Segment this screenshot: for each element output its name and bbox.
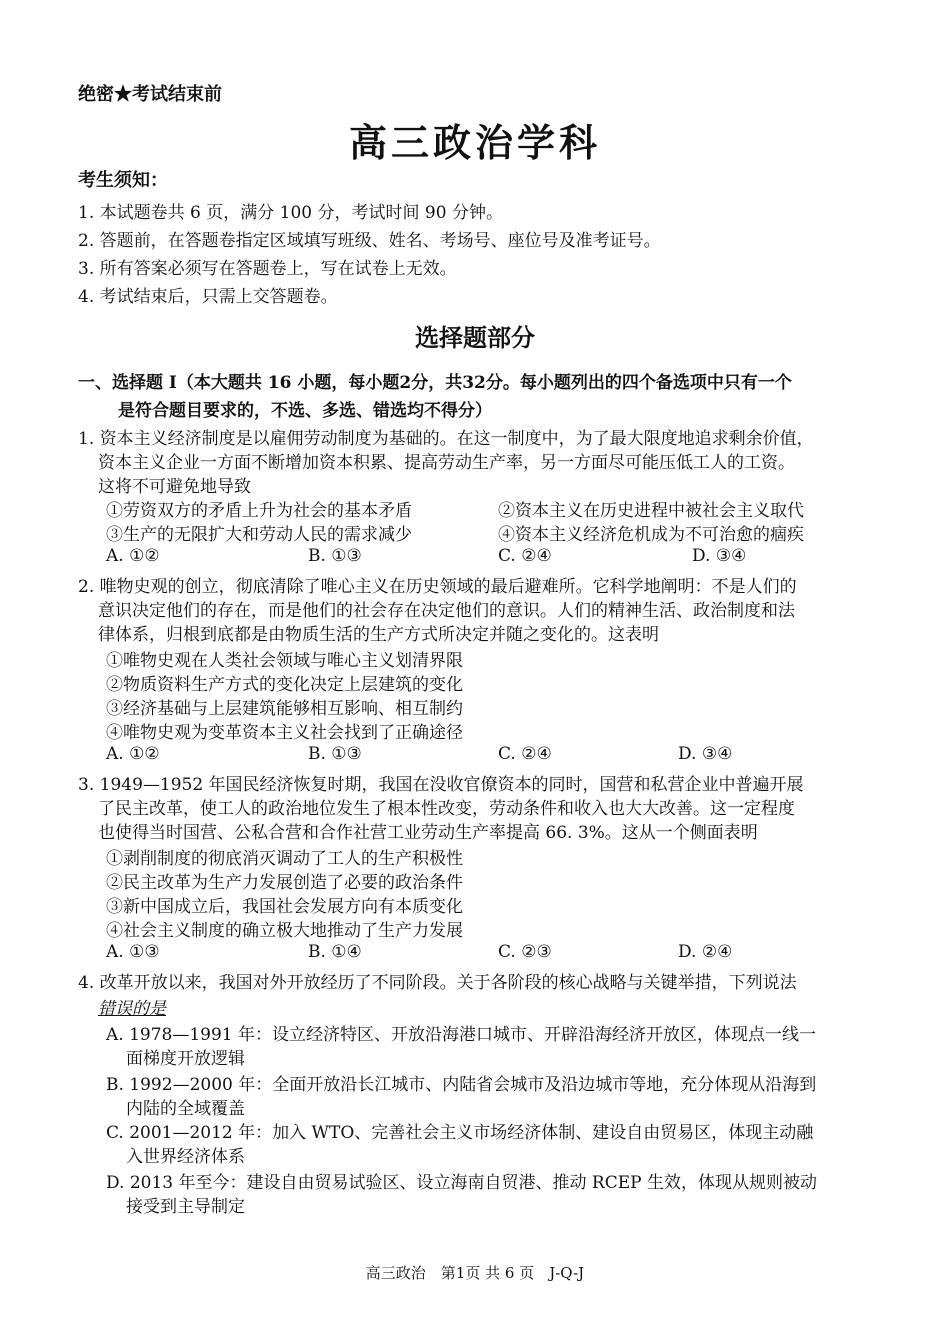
q1-choice-d[interactable]: D. ③④	[692, 546, 747, 566]
notice-item: 2. 答题前，在答题卷指定区域填写班级、姓名、考场号、座位号及准考证号。	[78, 231, 661, 251]
q3-statement: ②民主改革为生产力发展创造了必要的政治条件	[106, 873, 463, 893]
part-heading-cont: 是符合题目要求的，不选、多选、错选均不得分）	[118, 401, 492, 421]
q1-choice-a[interactable]: A. ①②	[106, 546, 160, 566]
q3-statement: ③新中国成立后，我国社会发展方向有本质变化	[106, 897, 463, 917]
notice-item: 4. 考试结束后，只需上交答题卷。	[78, 287, 338, 307]
page-title: 高三政治学科	[348, 120, 601, 165]
question-4-emphasis: 错误的是	[98, 999, 166, 1019]
confidential-label: 绝密★考试结束前	[78, 84, 222, 105]
q1-choice-c[interactable]: C. ②④	[498, 546, 552, 566]
q2-statement: ③经济基础与上层建筑能够相互影响、相互制约	[106, 699, 463, 719]
notice-item: 1. 本试题卷共 6 页，满分 100 分，考试时间 90 分钟。	[78, 203, 503, 223]
q1-statement: ①劳资双方的矛盾上升为社会的基本矛盾	[106, 501, 412, 521]
question-1-text: 这将不可避免地导致	[98, 477, 251, 497]
q4-choice-b[interactable]: B. 1992—2000 年：全面开放沿长江城市、内陆省会城市及沿边城市等地，充分体现从沿海到	[106, 1075, 817, 1095]
q1-statement: ④资本主义经济危机成为不可治愈的痼疾	[498, 525, 804, 545]
question-3-text: 3. 1949—1952 年国民经济恢复时期，我国在没收官僚资本的同时，国营和私营企业中普遍开展	[78, 775, 804, 795]
question-3-text: 了民主改革，使工人的政治地位发生了根本性改变，劳动条件和收入也大大改善。这一定程度	[98, 799, 795, 819]
question-4-text: 4. 改革开放以来，我国对外开放经历了不同阶段。关于各阶段的核心战略与关键举措，下列说法	[78, 973, 797, 993]
q4-choice-b-cont: 内陆的全域覆盖	[126, 1099, 245, 1119]
question-3-text: 也使得当时国营、公私合营和合作社营工业劳动生产率提高 66. 3%。这从一个侧面表明	[98, 823, 758, 843]
notice-heading: 考生须知：	[78, 170, 168, 191]
q3-choice-b[interactable]: B. ①④	[308, 942, 362, 962]
q2-statement: ②物质资料生产方式的变化决定上层建筑的变化	[106, 675, 463, 695]
page-footer: 高三政治 第1页 共 6 页 J-Q-J	[365, 1264, 585, 1282]
question-2-text: 意识决定他们的存在，而是他们的社会存在决定他们的意识。人们的精神生活、政治制度和法	[98, 601, 795, 621]
q4-choice-c-cont: 入世界经济体系	[126, 1147, 245, 1167]
q4-choice-d-cont: 接受到主导制定	[126, 1197, 245, 1217]
question-2-text: 律体系，归根到底都是由物质生活的生产方式所决定并随之变化的。这表明	[98, 625, 659, 645]
question-1-text: 1. 资本主义经济制度是以雇佣劳动制度为基础的。在这一制度中，为了最大限度地追求剩余价值，	[78, 429, 814, 449]
section-title: 选择题部分	[415, 323, 535, 352]
question-1-text: 资本主义企业一方面不断增加资本积累、提高劳动生产率，另一方面尽可能压低工人的工资。	[98, 453, 795, 473]
q2-choice-d[interactable]: D. ③④	[678, 744, 733, 764]
q3-statement: ①剥削制度的彻底消灭调动了工人的生产积极性	[106, 849, 463, 869]
part-heading: 一、选择题 I（本大题共 16 小题，每小题2分，共32分。每小题列出的四个备选项中只有一个	[78, 373, 792, 393]
q3-choice-c[interactable]: C. ②③	[498, 942, 552, 962]
q1-choice-b[interactable]: B. ①③	[308, 546, 362, 566]
q1-statement: ③生产的无限扩大和劳动人民的需求减少	[106, 525, 412, 545]
q4-choice-c[interactable]: C. 2001—2012 年：加入 WTO、完善社会主义市场经济体制、建设自由贸易区，体现主动融	[106, 1123, 814, 1143]
q2-statement: ④唯物史观为变革资本主义社会找到了正确途径	[106, 723, 463, 743]
notice-item: 3. 所有答案必须写在答题卷上，写在试卷上无效。	[78, 259, 457, 279]
q4-choice-d[interactable]: D. 2013 年至今：建设自由贸易试验区、设立海南自贸港、推动 RCEP 生效，体现从规则被动	[106, 1173, 817, 1193]
q2-choice-a[interactable]: A. ①②	[106, 744, 160, 764]
q3-choice-d[interactable]: D. ②④	[678, 942, 733, 962]
q2-statement: ①唯物史观在人类社会领域与唯心主义划清界限	[106, 651, 463, 671]
q3-statement: ④社会主义制度的确立极大地推动了生产力发展	[106, 921, 463, 941]
question-2-text: 2. 唯物史观的创立，彻底清除了唯心主义在历史领域的最后避难所。它科学地阐明：不是人们的	[78, 577, 797, 597]
q4-choice-a[interactable]: A. 1978—1991 年：设立经济特区、开放沿海港口城市、开辟沿海经济开放区，体现点一线一	[106, 1025, 817, 1045]
q1-statement: ②资本主义在历史进程中被社会主义取代	[498, 501, 804, 521]
q2-choice-c[interactable]: C. ②④	[498, 744, 552, 764]
q3-choice-a[interactable]: A. ①③	[106, 942, 160, 962]
q2-choice-b[interactable]: B. ①③	[308, 744, 362, 764]
q4-choice-a-cont: 面梯度开放逻辑	[126, 1049, 245, 1069]
